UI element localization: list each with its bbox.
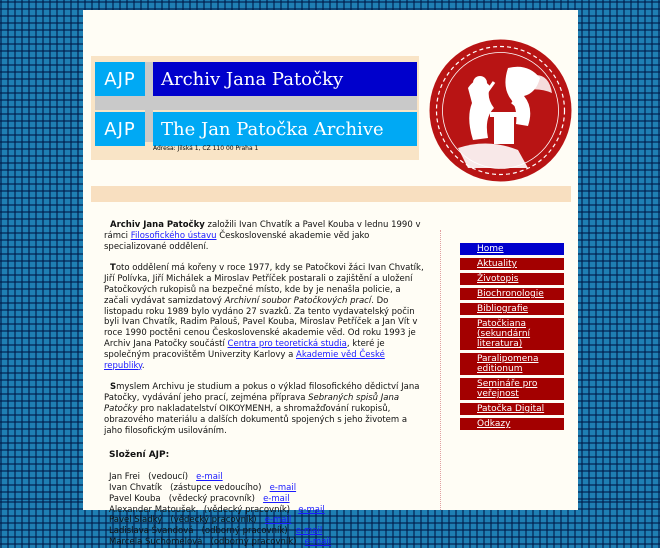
staff-member: Pavel Kouba (vědecký pracovník) e-mail <box>109 493 290 504</box>
address-line: Adresa: Jilská 1, CZ 110 00 Praha 1 <box>153 145 259 152</box>
nav-item-paralipomena[interactable]: Paralipomena editionum <box>460 353 564 375</box>
intro-paragraph-2: Toto oddělení má kořeny v roce 1977, kdy se Patočkovi žáci Ivan Chvatík, Jiří Polívka, Jiří Michálek a Miroslav Petříček postarali o zajištění a uložení Patočkových rukopisů na bezpečné místo, kde by je nenašla policie, a začali vydávat samizdatový Archivní soubor Patočkových prací. Do listopadu roku 1989 bylo vydáno 27 svazků. Za tento vydavatelský počin byli Ivan Chvatík, Radim Palouš, Pavel Kouba, Miroslav Petříček a Jan Vít v roce 1990 poctěni cenou Československé akademie věd. Od roku 1993 je Archiv Jana Patočky součástí Centra pro teoretická studia, které je společným pracovištěm Univerzity Karlovy a Akademie věd České republiky. <box>104 263 424 371</box>
staff-member: Pavel Sladký (vědecký pracovník) e-mail <box>109 515 292 526</box>
staff-list <box>109 472 424 548</box>
nav-item-home[interactable]: Home <box>460 243 564 255</box>
side-navigation <box>460 243 564 433</box>
staff-heading: Složení AJP: <box>109 450 170 461</box>
acronym-badge-cz: AJP <box>95 62 145 96</box>
email-link[interactable]: e-mail <box>264 515 292 526</box>
email-link[interactable]: e-mail <box>295 526 323 537</box>
page-container <box>83 10 578 547</box>
nav-item-patocka-digital[interactable]: Patočka Digital <box>460 403 564 415</box>
staff-member: Ivan Chvatík (zástupce vedoucího) e-mail <box>109 482 297 493</box>
staff-member: Alexander Matoušek (vědecký pracovník) e-mail <box>109 504 325 515</box>
email-link[interactable]: e-mail <box>196 472 223 483</box>
email-link[interactable]: e-mail <box>269 482 297 493</box>
site-title-cz: Archiv Jana Patočky <box>153 62 417 96</box>
email-link[interactable]: e-mail <box>304 536 332 547</box>
staff-member: Ladislava Švandová (odborný pracovník) e-mail <box>109 526 323 537</box>
nav-item-aktuality[interactable]: Aktuality <box>460 258 564 270</box>
intro-text <box>104 220 424 548</box>
nav-item-zivotopis[interactable]: Životopis <box>460 273 564 285</box>
acronym-badge-en: AJP <box>95 112 145 146</box>
link-akademie-ved[interactable]: Akademie věd České republiky <box>104 349 385 371</box>
nav-item-patockiana[interactable]: Patočkiana (sekundární literatura) <box>460 318 564 350</box>
nav-item-seminare[interactable]: Semináře pro veřejnost <box>460 378 564 400</box>
intro-paragraph-3: Smyslem Archivu je studium a pokus o výklad filosofického dědictví Jana Patočky, vydávání jeho prací, zejména příprava Sebraných spisů Jana Patočky pro nakladatelství OIKOYMENH, a shromažďování rukopisů, obrazového materiálu a dalších dokumentů spojených s jeho životem a jaho filosofickým usilováním. <box>104 382 420 436</box>
greek-vase-medallion-icon <box>428 38 573 183</box>
column-divider <box>440 230 442 510</box>
staff-member: Jan Frei (vedoucí) e-mail <box>109 472 223 483</box>
staff-member: Marcela Suchomelová (odborný pracovník) e-mail <box>109 536 332 547</box>
nav-item-biochronologie[interactable]: Biochronologie <box>460 288 564 300</box>
nav-item-bibliografie[interactable]: Bibliografie <box>460 303 564 315</box>
nav-item-odkazy[interactable]: Odkazy <box>460 418 564 430</box>
email-link[interactable]: e-mail <box>298 504 325 515</box>
site-title-en: The Jan Patočka Archive <box>153 112 417 146</box>
link-centrum-teoreticka-studia[interactable]: Centra pro teoretická studia <box>227 338 347 349</box>
decorative-bar <box>91 186 571 202</box>
intro-paragraph-1: Archiv Jana Patočky založili Ivan Chvatík a Pavel Kouba v lednu 1990 v rámci Filosofického ústavu Československé akademie věd jako specializované oddělení. <box>104 220 421 252</box>
header-divider-horizontal <box>95 96 417 110</box>
link-filosoficky-ustav[interactable]: Filosofického ústavu <box>130 230 217 241</box>
site-header <box>91 56 419 160</box>
email-link[interactable]: e-mail <box>263 493 290 504</box>
